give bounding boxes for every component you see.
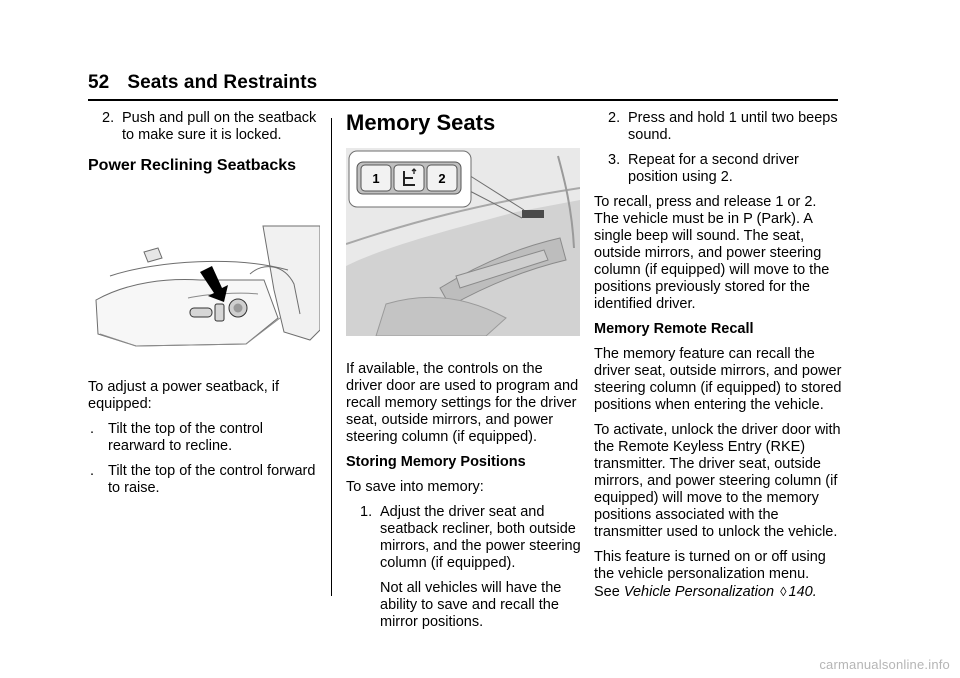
list-item: 2. Press and hold 1 until two beeps sound. — [608, 110, 838, 143]
memory-button-label: 1 — [372, 171, 380, 186]
list-item: 3. Repeat for a second driver position using 2. — [608, 152, 799, 185]
section-title: Seats and Restraints — [127, 72, 318, 93]
list-item: 2. Push and pull on the seatback to make sure it is locked. — [102, 110, 317, 143]
subheading: Storing Memory Positions — [346, 454, 526, 470]
page-reference-icon: ◊ — [780, 584, 787, 599]
column-2 — [346, 110, 582, 639]
column-1 — [88, 110, 320, 505]
activate-paragraph: To activate, unlock the driver door with the Remote Keyless Entry (RKE) transmitter. The driver seat, outside mirrors, and power steering column (if equipped) will move to the memory positions associated with the transmitter used to unlock the vehicle. — [594, 422, 841, 540]
section-heading: Power Reclining Seatbacks — [88, 157, 297, 174]
feature-paragraph: This feature is turned on or off using the vehicle personalization menu. See Vehicle Personalization ◊ 140. — [594, 549, 826, 600]
column-divider — [331, 118, 332, 596]
recall-paragraph: To recall, press and release 1 or 2. The vehicle must be in P (Park). A single beep will sound. The seat, outside mirrors, and power steering column (if equipped) will move to the positions previously stored for the identified driver. — [594, 194, 830, 312]
subheading: Memory Remote Recall — [594, 321, 754, 337]
step-list — [88, 110, 320, 144]
power-seatback-intro: To adjust a power seatback, if equipped: — [88, 379, 280, 412]
save-intro: To save into memory: — [346, 479, 484, 495]
remote-paragraph: The memory feature can recall the driver seat, outside mirrors, and power steering column (if equipped) to stored positions when entering the vehicle. — [594, 346, 842, 413]
step-list — [594, 110, 842, 186]
list-item: . Tilt the top of the control forward to raise. — [90, 463, 316, 496]
cross-reference-link[interactable]: Vehicle Personalization — [623, 584, 775, 600]
header-rule — [88, 99, 838, 101]
memory-button-label: 2 — [438, 171, 446, 186]
reference-page: 140. — [788, 584, 817, 600]
watermark: carmanualsonline.info — [819, 657, 950, 672]
step-note: Not all vehicles will have the ability to save and recall the mirror positions. — [380, 580, 562, 630]
column-3 — [594, 110, 842, 609]
step-list — [346, 504, 582, 572]
section-heading: Memory Seats — [346, 110, 496, 135]
list-item: 1. Adjust the driver seat and seatback recliner, both outside mirrors, and the power steering column (if equipped). — [360, 504, 581, 571]
page-header — [88, 72, 317, 94]
page-number: 52 — [88, 72, 110, 93]
memory-intro: If available, the controls on the driver door are used to program and recall memory settings for the driver seat, outside mirrors, and power steering column (if equipped). — [346, 361, 579, 445]
list-item: . Tilt the top of the control rearward to recline. — [90, 421, 264, 454]
seat-control-illustration — [88, 222, 320, 354]
door-memory-controls-illustration — [346, 148, 580, 336]
